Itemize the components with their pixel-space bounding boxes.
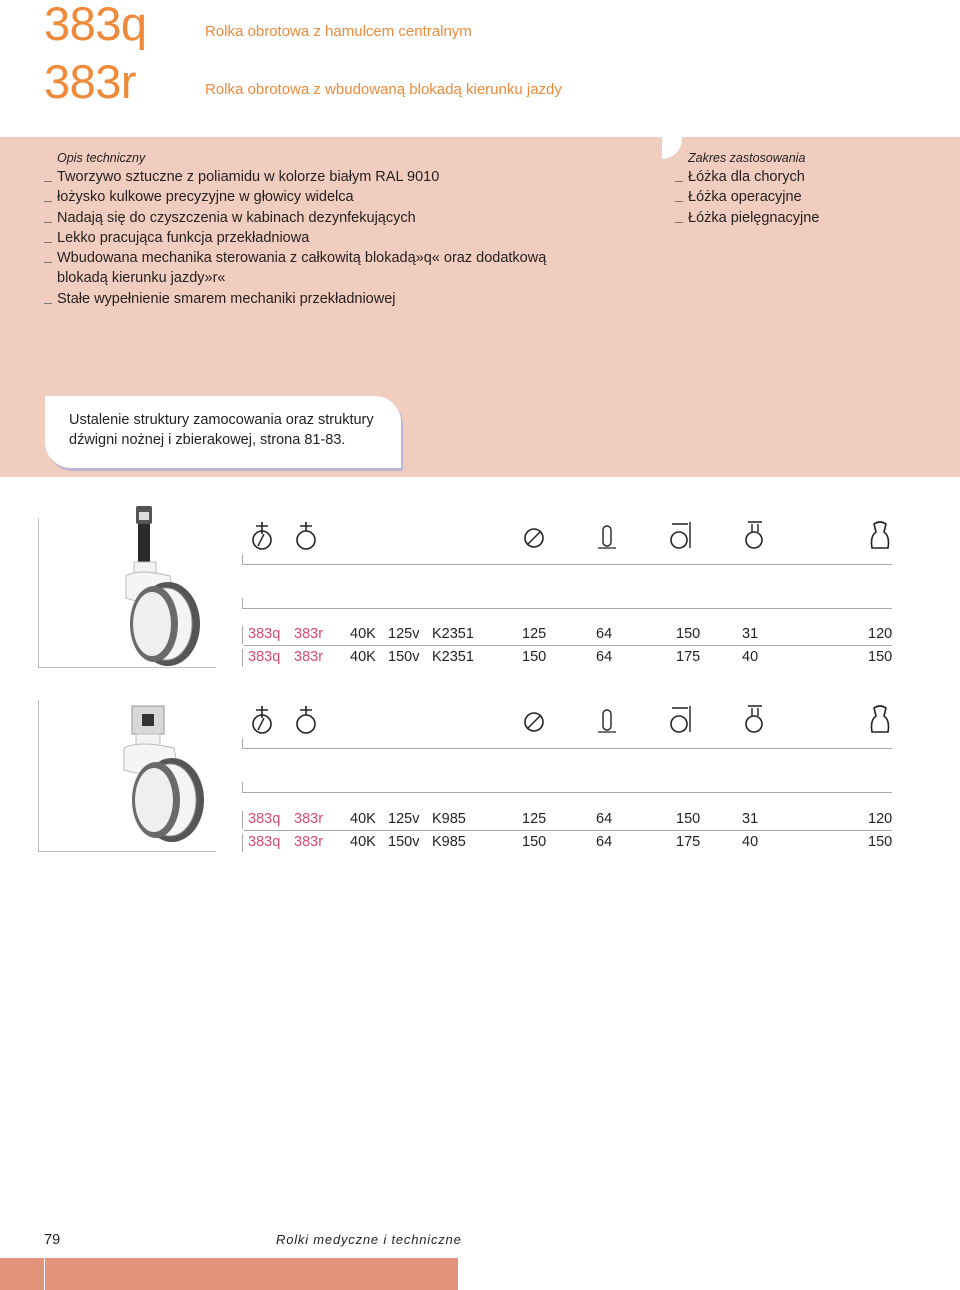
width-cell: 64 [596,834,613,850]
usage-item: Łóżka operacyjne [675,187,935,207]
caster-stem-photo [78,498,218,668]
callout-line: Ustalenie struktury zamocowania oraz struktury [69,412,374,428]
tech-item: Lekko pracująca funkcja przekładniowa [44,228,644,248]
table-divider [242,748,892,749]
tech-item: Nadają się do czyszczenia w kabinach dezynfekujących [44,208,644,228]
product-block-bolt [38,700,938,860]
product-desc-q: Rolka obrotowa z hamulcem centralnym [205,23,472,40]
height-cell: 175 [676,649,701,665]
load-cell: 150 [868,649,893,665]
code-r-cell: 383r [294,811,324,827]
product-desc-r: Rolka obrotowa z wbudowaną blokadą kierunku jazdy [205,81,562,98]
mount-cell: K985 [432,834,466,850]
table-divider [242,564,892,565]
caster-swivel-icon [294,518,322,554]
caster-brake-icon [250,702,278,738]
table-divider-tick [242,782,243,792]
diameter-cell: 125 [522,811,547,827]
code-q-cell: 383q [248,834,281,850]
mounting-reference-callout [45,396,401,468]
mount-cell: K2351 [432,649,474,665]
total-height-icon [668,702,696,738]
code-q-cell: 383q [248,649,281,665]
offset-icon [742,702,770,738]
code-q-cell: 383q [248,811,281,827]
load-capacity-icon [866,518,894,554]
wheel-diameter-icon [522,518,550,554]
size-cell: 150v [388,649,420,665]
width-cell: 64 [596,649,613,665]
size-cell: 150v [388,834,420,850]
spec-icon-row [238,702,938,742]
height-cell: 150 [676,811,701,827]
callout-line: dźwigni nożnej i zbierakowej, strona 81-83. [69,432,346,448]
type-cell: 40K [350,811,376,827]
tech-item: Tworzywo sztuczne z poliamidu w kolorze białym RAL 9010 [44,167,644,187]
product-code-q: 383q [44,0,147,50]
footer-bar-tick [44,1258,45,1290]
table-divider-tick [242,738,243,748]
size-cell: 125v [388,626,420,642]
usage-list [675,167,935,228]
load-cell: 150 [868,834,893,850]
tech-list [44,167,644,309]
table-divider-tick [242,554,243,564]
code-r-cell: 383r [294,649,324,665]
spec-icon-row [238,518,938,558]
caster-bolt-photo [78,704,218,854]
band-notch [662,137,682,159]
product-block-stem [38,498,938,678]
tech-section-label: Opis techniczny [57,151,146,165]
height-cell: 175 [676,834,701,850]
caster-brake-icon [250,518,278,554]
offset-cell: 31 [742,626,759,642]
code-r-cell: 383r [294,834,324,850]
code-q-cell: 383q [248,626,281,642]
usage-item: Łóżka pielęgnacyjne [675,208,935,228]
offset-cell: 40 [742,834,759,850]
type-cell: 40K [350,626,376,642]
load-cell: 120 [868,811,893,827]
type-cell: 40K [350,834,376,850]
product-code-r: 383r [44,55,137,108]
tech-item-continued: blokadą kierunku jazdy»r« [57,270,226,287]
offset-cell: 40 [742,649,759,665]
diameter-cell: 150 [522,834,547,850]
load-cell: 120 [868,626,893,642]
table-row [244,809,892,831]
total-height-icon [668,518,696,554]
mount-cell: K985 [432,811,466,827]
mount-cell: K2351 [432,626,474,642]
table-row [244,832,892,854]
type-cell: 40K [350,649,376,665]
offset-cell: 31 [742,811,759,827]
table-divider [242,792,892,793]
wheel-diameter-icon [522,702,550,738]
size-cell: 125v [388,811,420,827]
footer-bar [0,1258,458,1290]
code-r-cell: 383r [294,626,324,642]
width-cell: 64 [596,626,613,642]
usage-item: Łóżka dla chorych [675,167,935,187]
table-divider [242,608,892,609]
load-capacity-icon [866,702,894,738]
tech-item: Wbudowana mechanika sterowania z całkowitą blokadą»q« oraz dodatkową [44,248,644,268]
usage-section-label: Zakres zastosowania [688,151,806,165]
offset-icon [742,518,770,554]
diameter-cell: 150 [522,649,547,665]
wheel-width-icon [594,702,622,738]
width-cell: 64 [596,811,613,827]
page-number: 79 [44,1232,61,1248]
table-divider-tick [242,598,243,608]
footer-title: Rolki medyczne i techniczne [276,1232,462,1247]
diameter-cell: 125 [522,626,547,642]
tech-item: łożysko kulkowe precyzyjne w głowicy widelca [44,187,644,207]
table-row [244,624,892,646]
height-cell: 150 [676,626,701,642]
table-row [244,647,892,669]
wheel-width-icon [594,518,622,554]
caster-swivel-icon [294,702,322,738]
tech-item: Stałe wypełnienie smarem mechaniki przekładniowej [44,289,644,309]
